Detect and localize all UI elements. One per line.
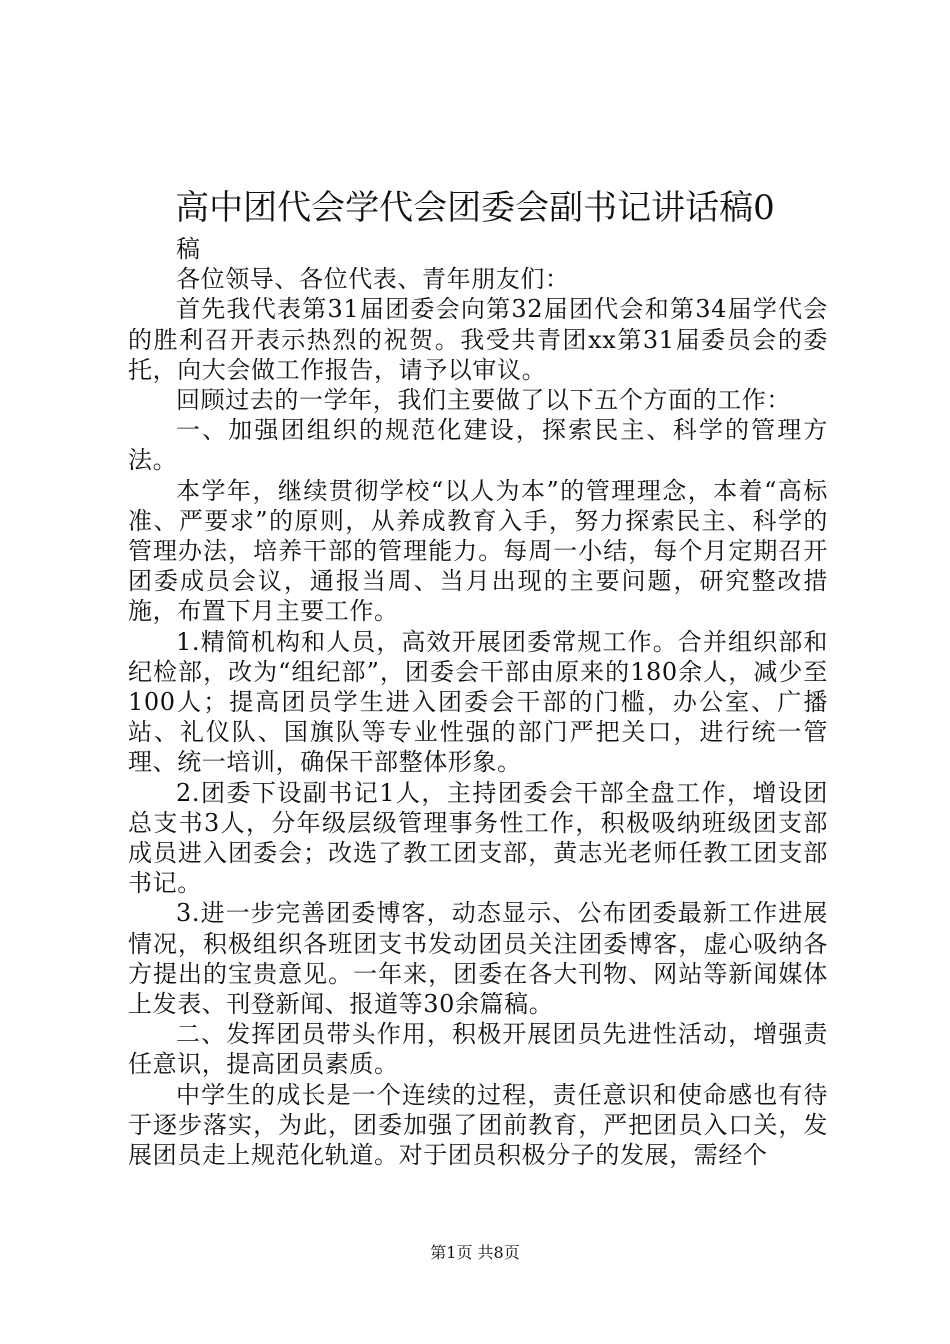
paragraph: 本学年，继续贯彻学校“以人为本”的管理理念，本着“高标准、严要求”的原则，从养成教育入手，努力探索民主、科学的管理办法，培养干部的管理能力。每周一小结，每个月定期召开团委成员会议，通报当周、当月出现的主要问题，研究整改措施，布置下月主要工作。 [128, 476, 828, 626]
document-title: 高中团代会学代会团委会副书记讲话稿0 [175, 188, 775, 228]
paragraph: 2.团委下设副书记1人，主持团委会干部全盘工作，增设团总支书3人，分年级层级管理事务性工作，积极吸纳班级团支部成员进入团委会；改选了教工团支部，黄志光老师任教工团支部书记。 [128, 778, 828, 898]
paragraph: 3.进一步完善团委博客，动态显示、公布团委最新工作进展情况，积极组织各班团支书发动团员关注团委博客，虚心吸纳各方提出的宝贵意见。一年来，团委在各大刊物、网站等新闻媒体上发表、刊登新闻、报道等30余篇稿。 [128, 899, 828, 1019]
paragraph: 中学生的成长是一个连续的过程，责任意识和使命感也有待于逐步落实，为此，团委加强了团前教育，严把团员入口关，发展团员走上规范化轨道。对于团员积极分子的发展，需经个 [128, 1080, 828, 1170]
paragraph: 回顾过去的一学年，我们主要做了以下五个方面的工作： [176, 386, 791, 415]
page-footer: 第1页 共8页 [430, 1243, 520, 1262]
paragraph: 首先我代表第31届团委会向第32届团代会和第34届学代会的胜利召开表示热烈的祝贺。我受共青团xx第31届委员会的委托，向大会做工作报告，请予以审议。 [128, 295, 828, 384]
paragraph: 稿 [176, 235, 201, 263]
document-body [128, 234, 828, 1170]
paragraph: 各位领导、各位代表、青年朋友们： [176, 265, 570, 294]
paragraph: 一、加强团组织的规范化建设，探索民主、科学的管理方法。 [128, 416, 828, 475]
paragraph: 二、发挥团员带头作用，积极开展团员先进性活动，增强责任意识，提高团员素质。 [128, 1020, 828, 1079]
paragraph: 1.精简机构和人员，高效开展团委常规工作。合并组织部和纪检部，改为“组纪部”，团委会干部由原来的180余人，减少至100人；提高团员学生进入团委会干部的门槛，办公室、广播站、礼仪队、国旗队等专业性强的部门严把关口，进行统一管理、统一培训，确保干部整体形象。 [128, 627, 828, 777]
